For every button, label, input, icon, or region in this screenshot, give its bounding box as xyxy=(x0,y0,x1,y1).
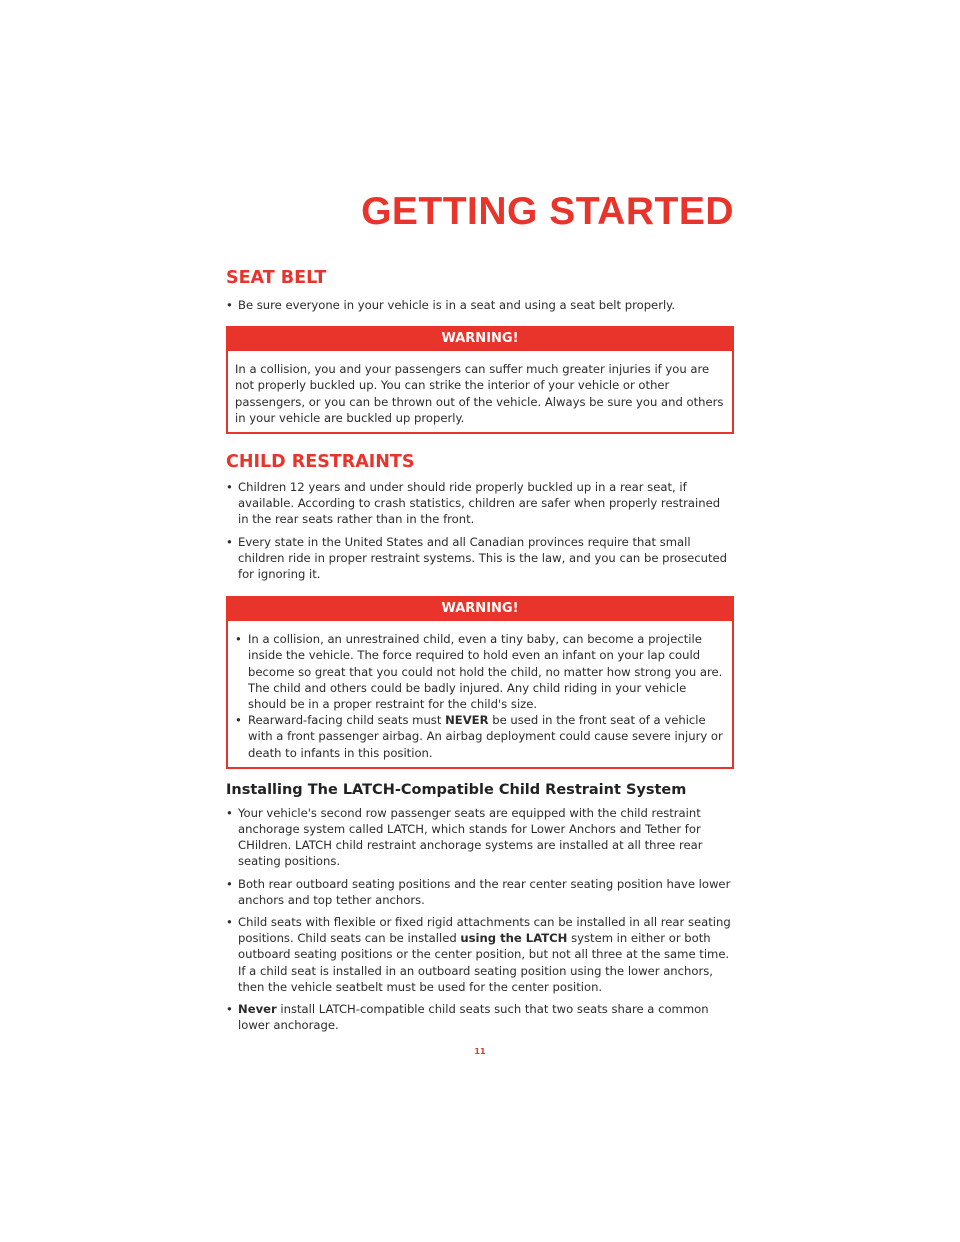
latch-bullet-1: • Your vehicle's second row passenger seats are equipped with the child restraint anchorage system called LATCH, which stands for Lower Anchors and Tether for CHildren. LATCH child restraint anchorage systems are installed at all three rear seating positions. xyxy=(226,805,734,870)
warning-bullet-1: • In a collision, an unrestrained child, even a tiny baby, can become a projectile inside the vehicle. The force required to hold even an infant on your lap could become so great that you could not hold the child, no matter how strong you are. The child and others could be badly injured. Any child riding in your vehicle should be in a proper restraint for the child's size. xyxy=(235,631,725,712)
page-number: 11 xyxy=(474,1047,486,1056)
warning-body xyxy=(228,351,732,432)
warning-body xyxy=(228,621,732,767)
warning-bullet-2-before: Rearward-facing child seats must xyxy=(248,713,446,728)
seat-belt-heading: SEAT BELT xyxy=(226,268,327,288)
child-restraints-bullets xyxy=(226,479,734,582)
page-content xyxy=(226,268,734,1034)
warning-title: WARNING! xyxy=(227,327,733,351)
warning-text: In a collision, you and your passengers can suffer much greater injuries if you are not properly buckled up. You can strike the interior of your vehicle or other passengers, or you can be thrown out of the vehicle. Always be sure you and others in your vehicle are buckled up properly. xyxy=(235,362,724,425)
seat-belt-bullets xyxy=(226,297,734,313)
warning-bullet-2-emphasis: NEVER xyxy=(445,713,489,728)
child-restraints-warning-box xyxy=(226,596,734,769)
latch-bullets xyxy=(226,805,734,1034)
page-header-title: GETTING STARTED xyxy=(361,190,734,233)
child-restraints-bullet-1: • Children 12 years and under should ride properly buckled up in a rear seat, if available. According to crash statistics, children are safer when properly restrained in the rear seats rather than in the front. xyxy=(226,479,734,528)
latch-heading: Installing The LATCH-Compatible Child Restraint System xyxy=(226,781,687,798)
latch-bullet-3-after: system in either or both outboard seating positions or the center position, but not all three at the same time. If a child seat is installed in an outboard seating position using the lower anchors, then the vehicle seatbelt must be used for the center position. xyxy=(238,931,730,994)
latch-bullet-4 xyxy=(226,1001,734,1033)
latch-bullet-2: • Both rear outboard seating positions and the rear center seating position have lower anchors and top tether anchors. xyxy=(226,876,734,908)
latch-bullet-3-emphasis: using the LATCH xyxy=(460,931,568,946)
child-restraints-bullet-2: • Every state in the United States and all Canadian provinces require that small children ride in proper restraint systems. This is the law, and you can be prosecuted for ignoring it. xyxy=(226,534,734,583)
child-restraints-heading: CHILD RESTRAINTS xyxy=(226,452,415,473)
seat-belt-warning-box xyxy=(226,326,734,434)
warning-title: WARNING! xyxy=(227,597,733,621)
warning-bullet-2-after: be used in the front seat of a vehicle with a front passenger airbag. An airbag deployment could cause severe injury or death to infants in this position. xyxy=(248,713,723,760)
latch-bullet-4-after: install LATCH-compatible child seats such that two seats share a common lower anchorage. xyxy=(238,1002,709,1033)
warning-bullet-2 xyxy=(235,712,725,761)
latch-bullet-4-emphasis: Never xyxy=(238,1002,277,1017)
latch-bullet-3-before: Child seats with flexible or fixed rigid attachments can be installed in all rear seating positions. Child seats can be installed xyxy=(238,915,731,946)
latch-bullet-3 xyxy=(226,914,734,995)
warning-bullets xyxy=(235,631,725,761)
seat-belt-bullet: • Be sure everyone in your vehicle is in a seat and using a seat belt properly. xyxy=(226,297,734,313)
